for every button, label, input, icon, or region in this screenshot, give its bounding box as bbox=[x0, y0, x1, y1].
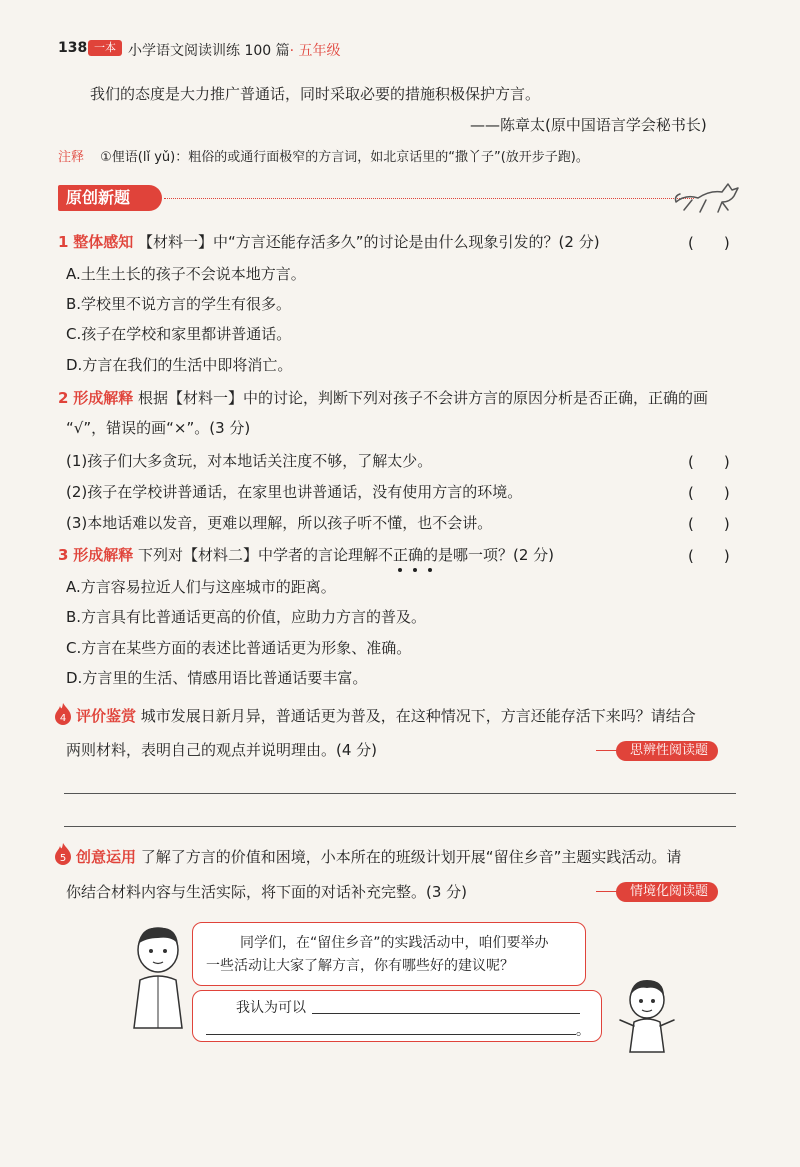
section-divider bbox=[164, 198, 694, 199]
question-5-text: 了解了方言的价值和困境，小本所在的班级计划开展“留住乡音”主题实践活动。请 bbox=[140, 848, 682, 866]
answer-blank-q3[interactable]: ( ) bbox=[688, 547, 730, 565]
question-1-number: 1 bbox=[58, 233, 69, 251]
footnote-text: ①俚语(lǐ yǔ)：粗俗的或通行面极窄的方言词，如北京话里的“撒丫子”(放开步子跑)。 bbox=[100, 150, 589, 165]
brand-badge: 一本 bbox=[88, 40, 122, 56]
question-2-text: 根据【材料一】中的讨论，判断下列对孩子不会讲方言的原因分析是否正确，正确的画 bbox=[138, 389, 709, 407]
q3-option-a: A.方言容易拉近人们与这座城市的距离。 bbox=[66, 578, 336, 596]
answer-blank-q2-3[interactable]: ( ) bbox=[688, 515, 730, 533]
answer-blank-q2-2[interactable]: ( ) bbox=[688, 484, 730, 502]
q1-option-d: D.方言在我们的生活中即将消亡。 bbox=[66, 356, 293, 374]
footnote-label: 注释 bbox=[58, 150, 85, 165]
q1-option-a: A.土生土长的孩子不会说本地方言。 bbox=[66, 265, 306, 283]
q1-option-b: B.学校里不说方言的学生有很多。 bbox=[66, 295, 292, 313]
footnote bbox=[58, 146, 589, 165]
question-2-number: 2 bbox=[58, 389, 69, 407]
teacher-line-1: 同学们，在“留住乡音”的实践活动中，咱们要举办 bbox=[240, 935, 549, 951]
student-figure-icon bbox=[612, 974, 682, 1054]
end-punctuation: 。 bbox=[576, 1023, 590, 1039]
question-4-text: 城市发展日新月异，普通话更为普及，在这种情况下，方言还能存活下来吗？请结合 bbox=[140, 707, 696, 725]
question-4-tag: 评价鉴赏 bbox=[76, 707, 137, 725]
answer-line-2[interactable] bbox=[64, 826, 736, 827]
section-title-badge: 原创新题 bbox=[58, 185, 162, 211]
book-title bbox=[128, 40, 341, 60]
book-title-text: 小学语文阅读训练 100 篇 bbox=[128, 43, 290, 59]
question-1-text: 【材料一】中“方言还能存活多久”的讨论是由什么现象引发的？(2 分) bbox=[138, 233, 600, 251]
q2-item-1: (1)孩子们大多贪玩，对本地话关注度不够，了解太少。 bbox=[66, 452, 433, 470]
question-2 bbox=[58, 388, 708, 408]
question-3-text: 下列对【材料二】中学者的言论理解不正确的是哪一项？(2 分) bbox=[138, 546, 555, 564]
question-3-number: 3 bbox=[58, 546, 69, 564]
q2-item-3: (3)本地话难以发音，更难以理解，所以孩子听不懂，也不会讲。 bbox=[66, 514, 493, 532]
question-1-tag: 整体感知 bbox=[73, 233, 134, 251]
q3-option-c: C.方言在某些方面的表述比普通话更为形象、准确。 bbox=[66, 639, 412, 657]
question-5-tag: 创意运用 bbox=[76, 848, 137, 866]
page-number: 138 bbox=[58, 40, 88, 56]
q2-item-2: (2)孩子在学校讲普通话，在家里也讲普通话，没有使用方言的环境。 bbox=[66, 483, 523, 501]
flame-icon bbox=[54, 842, 72, 866]
emphasis-dot bbox=[398, 568, 402, 572]
critical-reading-pill: 思辨性阅读题 bbox=[616, 741, 718, 761]
question-3 bbox=[58, 545, 554, 565]
question-5 bbox=[76, 847, 681, 867]
answer-blank-q2-1[interactable]: ( ) bbox=[688, 453, 730, 471]
flame-icon bbox=[54, 702, 72, 726]
question-2-tag: 形成解释 bbox=[73, 389, 134, 407]
question-4-number: 4 bbox=[59, 713, 67, 724]
q3-option-d: D.方言里的生活、情感用语比普通话要丰富。 bbox=[66, 669, 368, 687]
question-2-text-cont: “√”，错误的画“×”。(3 分) bbox=[66, 419, 251, 437]
question-5-number: 5 bbox=[59, 853, 67, 864]
grade-label: · 五年级 bbox=[289, 43, 341, 59]
question-3-tag: 形成解释 bbox=[73, 546, 134, 564]
quote-text: 我们的态度是大力推广普通话，同时采取必要的措施积极保护方言。 bbox=[90, 85, 541, 103]
question-4 bbox=[76, 706, 696, 726]
question-4-text-cont: 两则材料，表明自己的观点并说明理由。(4 分) bbox=[66, 741, 378, 759]
answer-line-1[interactable] bbox=[64, 793, 736, 794]
question-1 bbox=[58, 232, 600, 252]
emphasis-dot bbox=[428, 568, 432, 572]
teacher-figure-icon bbox=[120, 920, 196, 1030]
answer-blank-q1[interactable]: ( ) bbox=[688, 234, 730, 252]
student-answer-line-2[interactable] bbox=[206, 1034, 576, 1035]
situational-reading-pill: 情境化阅读题 bbox=[616, 882, 718, 902]
student-answer-line-1[interactable] bbox=[312, 1013, 580, 1014]
q3-option-b: B.方言具有比普通话更高的价值，应助力方言的普及。 bbox=[66, 608, 427, 626]
teacher-line-2: 一些活动让大家了解方言，你有哪些好的建议呢？ bbox=[206, 958, 514, 974]
student-prefix: 我认为可以 bbox=[236, 1000, 306, 1016]
quote-attribution: ——陈章太(原中国语言学会秘书长) bbox=[470, 116, 707, 134]
q1-option-c: C.孩子在学校和家里都讲普通话。 bbox=[66, 325, 292, 343]
question-5-text-cont: 你结合材料内容与生活实际，将下面的对话补充完整。(3 分) bbox=[66, 883, 468, 901]
running-cat-icon bbox=[672, 172, 742, 216]
emphasis-dot bbox=[413, 568, 417, 572]
